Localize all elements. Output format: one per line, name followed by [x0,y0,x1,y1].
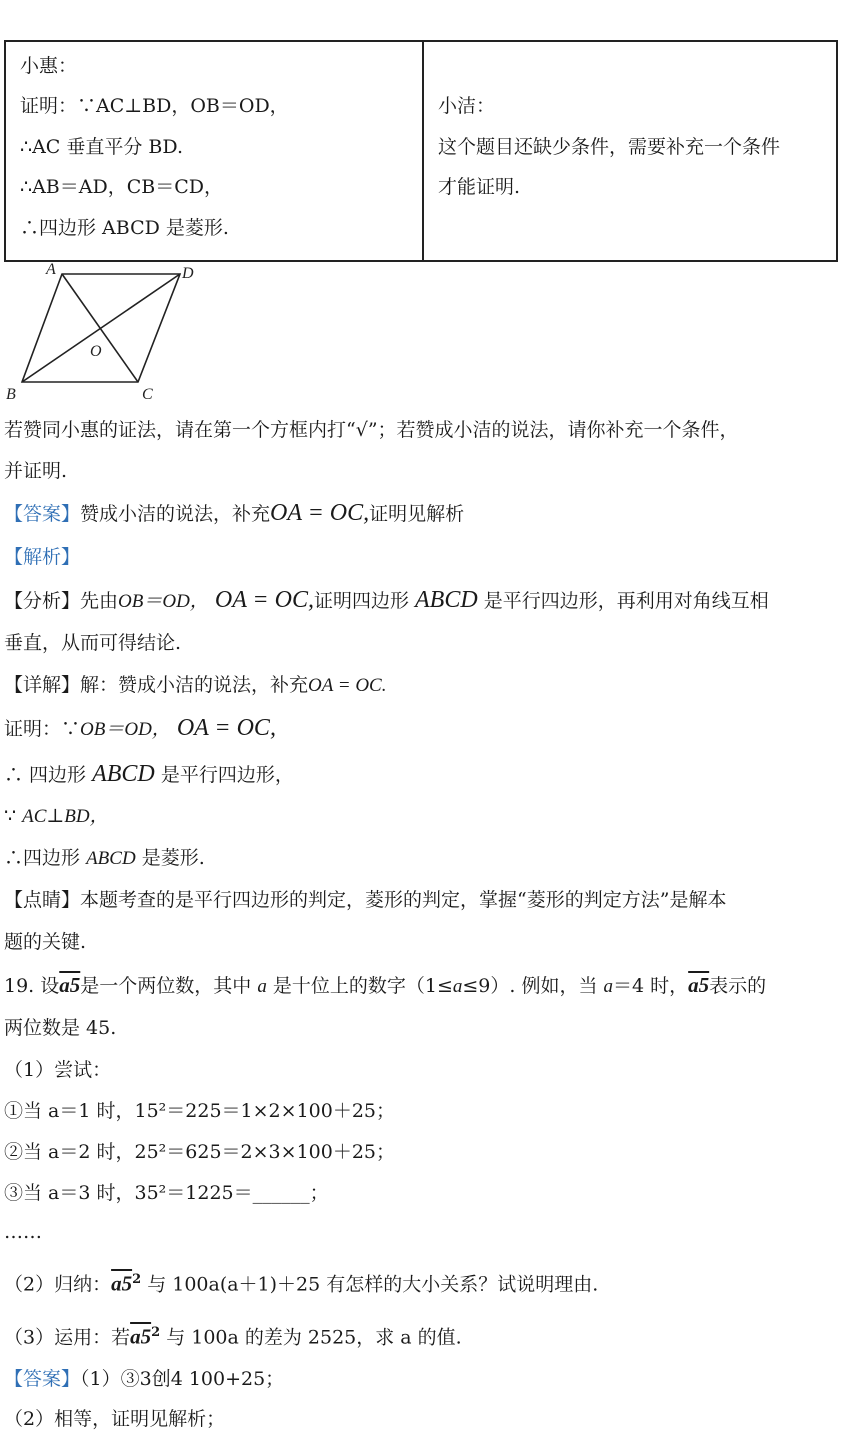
fenxi-eq1: OB＝OD， [118,591,209,612]
q19-a5: a5 [59,973,81,997]
part3-b: 与 100a 的差为 2525，求 a 的值. [166,1326,462,1349]
fenxi-abcd: ABCD [415,587,478,613]
q19-part3 [4,1321,462,1349]
therefore-2 [4,846,205,871]
q19-part1: （1）尝试： [4,1059,112,1081]
label-a: A [46,262,56,278]
xiangjie-eq: OA = OC. [308,675,387,696]
q18-answer [4,501,464,526]
proof-eq1: OB＝OD， [80,719,171,740]
part2-sq: 2 [132,1272,142,1287]
q19-text2: 是十位上的数字（1≤ [272,975,453,997]
q19-text1: 是一个两位数，其中 [80,975,252,997]
because-eq: AC⊥BD， [22,806,109,827]
q19-line-1 [4,973,766,999]
therefore-1 [4,762,294,787]
therefore1-a: ∴ 四边形 [4,764,87,786]
part2-b: 与 100a(a＋1)＋25 有怎样的大小关系？试说明理由. [147,1273,599,1296]
label-b: B [6,386,16,403]
q19-text4: 表示的 [709,975,767,997]
label-c: C [142,386,153,403]
xiangjie-a: 解：赞成小洁的说法，补充 [80,674,309,696]
case3-blank[interactable]: ______ [252,1182,310,1204]
therefore2-a: ∴四边形 [4,847,81,869]
diagonal-bd [22,274,180,382]
xiaojie-line-2: 这个题目还缺少条件，需要补充一个条件 [438,136,781,158]
q19-answer-tag: 【答案】 [4,1368,81,1390]
fenxi-eq2: OA = OC, [214,587,314,613]
xiaojie-line-1: 小洁： [438,95,496,117]
xiangjie-line [4,673,386,698]
part3-a: （3）运用：若 [4,1326,131,1349]
because-line [4,804,109,829]
q19-text3: ＝4 时， [613,975,689,997]
xiangjie-tag: 【详解】 [4,674,81,696]
q19-line-2: 两位数是 45. [4,1017,117,1039]
answer-text: 赞成小洁的说法，补充 [80,503,271,525]
because-a: ∵ [4,805,23,827]
part3-sq: 2 [151,1325,161,1340]
parallelogram-figure [0,262,220,407]
q19-a1: a [257,976,267,997]
dianjing-tag: 【点睛】 [4,889,81,911]
fenxi-a: 先由 [80,590,119,612]
xiaohui-line-1: 小惠： [20,55,78,77]
q19-answer-1-text: （1）③3创4 100+25； [80,1368,285,1390]
fenxi-c: 是平行四边形，再利用对角线互相 [483,590,769,612]
xiaohui-line-4: ∴AB＝AD，CB＝CD， [20,176,223,198]
part2-a: （2）归纳： [4,1273,112,1296]
proof-a: 证明：∵ [4,718,81,740]
therefore1-abcd: ABCD [92,761,155,787]
xiaohui-box[interactable] [5,41,423,261]
q19-case-2: ②当 a＝2 时，25²＝625＝2×3×100＋25； [4,1141,396,1163]
answer-tag: 【答案】 [4,503,81,525]
q19-case-3 [4,1181,329,1205]
therefore2-abcd: ABCD [86,848,136,869]
dianjing-line-1 [4,888,726,912]
q19-a2: a [452,976,463,997]
fenxi-line-2: 垂直，从而可得结论. [4,632,182,654]
comparison-table [4,40,838,262]
part3-a5: a5 [130,1324,152,1349]
case3-b: ； [309,1182,329,1204]
proof-eq2: OA = OC, [176,715,276,741]
case3-a: ③当 a＝3 时，35²＝1225＝ [4,1182,253,1204]
q19-answer-1 [4,1367,284,1391]
part2-a5: a5 [111,1271,133,1296]
q19-part2 [4,1268,598,1296]
q19-text2b: ≤9）. 例如，当 [462,975,598,997]
label-o: O [90,343,102,360]
xiaojie-line-3: 才能证明. [438,176,521,198]
q19-a3: a [603,976,614,997]
fenxi-line-1 [4,588,769,614]
q19-a5-b: a5 [688,973,710,997]
xiaohui-line-2: 证明：∵AC⊥BD，OB＝OD， [20,95,289,117]
q18-prompt-1: 若赞同小惠的证法，请在第一个方框内打“√”；若赞成小洁的说法，请你补充一个条件， [4,419,739,441]
label-d: D [182,265,194,282]
dianjing-text: 本题考查的是平行四边形的判定，菱形的判定，掌握“菱形的判定方法”是解本 [80,889,727,911]
xiaojie-box[interactable] [423,41,837,261]
xiaohui-line-5: ∴四边形 ABCD 是菱形. [20,217,229,239]
therefore1-b: 是平行四边形， [160,764,294,786]
proof-line [4,716,276,742]
xiaohui-line-3: ∴AC 垂直平分 BD. [20,136,183,158]
q19-answer-2: （2）相等，证明见解析； [4,1408,226,1430]
therefore2-b: 是菱形. [141,847,205,869]
fenxi-tag: 【分析】 [4,590,81,612]
q19-num: 19. 设 [4,975,60,997]
q19-dots: …… [4,1221,42,1243]
answer-eq: OA = OC, [270,500,370,526]
q18-prompt-2: 并证明. [4,460,68,482]
analysis-tag: 【解析】 [4,546,81,568]
dianjing-line-2: 题的关键. [4,931,87,953]
q19-case-1: ①当 a＝1 时，15²＝225＝1×2×100＋25； [4,1100,396,1122]
fenxi-b: 证明四边形 [313,590,409,612]
answer-tail: 证明见解析 [369,503,465,525]
